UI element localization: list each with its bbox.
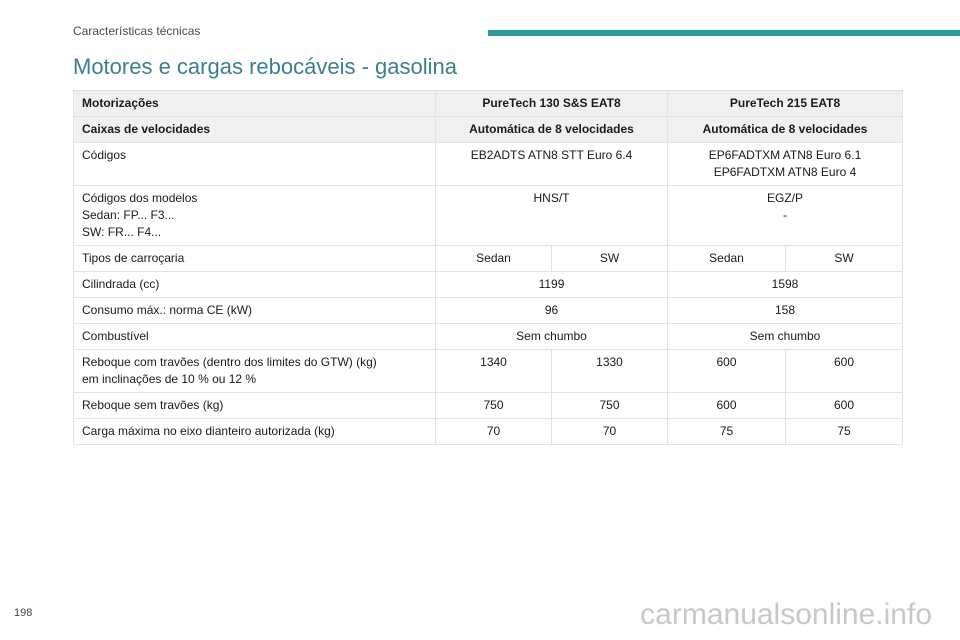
braked-trailer-cell: 1330	[552, 350, 668, 393]
section-header: Características técnicas	[73, 24, 201, 38]
codes-engine1-cell: EB2ADTS ATN8 STT Euro 6.4	[436, 143, 668, 186]
unbraked-trailer-cell: 600	[786, 393, 903, 419]
model-codes-label-cell	[74, 186, 436, 246]
braked-trailer-cell: 600	[668, 350, 786, 393]
front-axle-cell: 75	[786, 419, 903, 445]
table-row	[74, 143, 903, 186]
codes-engine2-line: EP6FADTXM ATN8 Euro 4	[713, 165, 857, 179]
table-row	[74, 117, 903, 143]
model-codes-engine2-line: -	[783, 208, 787, 222]
braked-trailer-label-line: em inclinações de 10 % ou 12 %	[82, 372, 257, 386]
displacement-engine2-cell: 1598	[668, 272, 903, 298]
table-row	[74, 186, 903, 246]
braked-trailer-cell: 600	[786, 350, 903, 393]
watermark: carmanualsonline.info	[640, 598, 932, 631]
table-row	[74, 298, 903, 324]
codes-engine2-line: EP6FADTXM ATN8 Euro 6.1	[708, 148, 862, 162]
front-axle-cell: 75	[668, 419, 786, 445]
braked-trailer-cell: 1340	[436, 350, 552, 393]
power-engine2-cell: 158	[668, 298, 903, 324]
unbraked-trailer-label-cell: Reboque sem travões (kg)	[74, 393, 436, 419]
table-row	[74, 419, 903, 445]
front-axle-cell: 70	[552, 419, 668, 445]
table-row	[74, 324, 903, 350]
model-codes-label-line: SW: FR... F4...	[82, 225, 162, 239]
body-type-cell: Sedan	[668, 246, 786, 272]
power-engine1-cell: 96	[436, 298, 668, 324]
gearbox-engine1-cell: Automática de 8 velocidades	[436, 117, 668, 143]
front-axle-cell: 70	[436, 419, 552, 445]
model-codes-engine2-cell	[668, 186, 903, 246]
engine2-header-cell: PureTech 215 EAT8	[668, 91, 903, 117]
fuel-engine2-cell: Sem chumbo	[668, 324, 903, 350]
model-codes-engine2-line: EGZ/P	[766, 191, 803, 205]
gearbox-label-cell: Caixas de velocidades	[74, 117, 436, 143]
table-row	[74, 393, 903, 419]
power-label-cell: Consumo máx.: norma CE (kW)	[74, 298, 436, 324]
header-accent-bar	[488, 30, 960, 36]
page-title: Motores e cargas rebocáveis - gasolina	[73, 54, 457, 79]
displacement-label-cell: Cilindrada (cc)	[74, 272, 436, 298]
fuel-engine1-cell: Sem chumbo	[436, 324, 668, 350]
unbraked-trailer-cell: 750	[552, 393, 668, 419]
body-type-cell: SW	[786, 246, 903, 272]
body-type-cell: Sedan	[436, 246, 552, 272]
table-row	[74, 272, 903, 298]
displacement-engine1-cell: 1199	[436, 272, 668, 298]
table-row	[74, 350, 903, 393]
body-types-label-cell: Tipos de carroçaria	[74, 246, 436, 272]
model-codes-engine1-cell: HNS/T	[436, 186, 668, 246]
header-label-cell: Motorizações	[74, 91, 436, 117]
engine-spec-table	[73, 90, 903, 445]
braked-trailer-label-cell	[74, 350, 436, 393]
codes-label-cell: Códigos	[74, 143, 436, 186]
model-codes-label-line: Códigos dos modelos	[82, 191, 198, 205]
fuel-label-cell: Combustível	[74, 324, 436, 350]
gearbox-engine2-cell: Automática de 8 velocidades	[668, 117, 903, 143]
body-type-cell: SW	[552, 246, 668, 272]
unbraked-trailer-cell: 600	[668, 393, 786, 419]
table-row	[74, 91, 903, 117]
front-axle-label-cell: Carga máxima no eixo dianteiro autorizada (kg)	[74, 419, 436, 445]
model-codes-label-line: Sedan: FP... F3...	[82, 208, 175, 222]
braked-trailer-label-line: Reboque com travões (dentro dos limites do GTW) (kg)	[82, 355, 377, 369]
table-row	[74, 246, 903, 272]
codes-engine2-cell	[668, 143, 903, 186]
unbraked-trailer-cell: 750	[436, 393, 552, 419]
engine1-header-cell: PureTech 130 S&S EAT8	[436, 91, 668, 117]
page-number: 198	[14, 607, 33, 619]
